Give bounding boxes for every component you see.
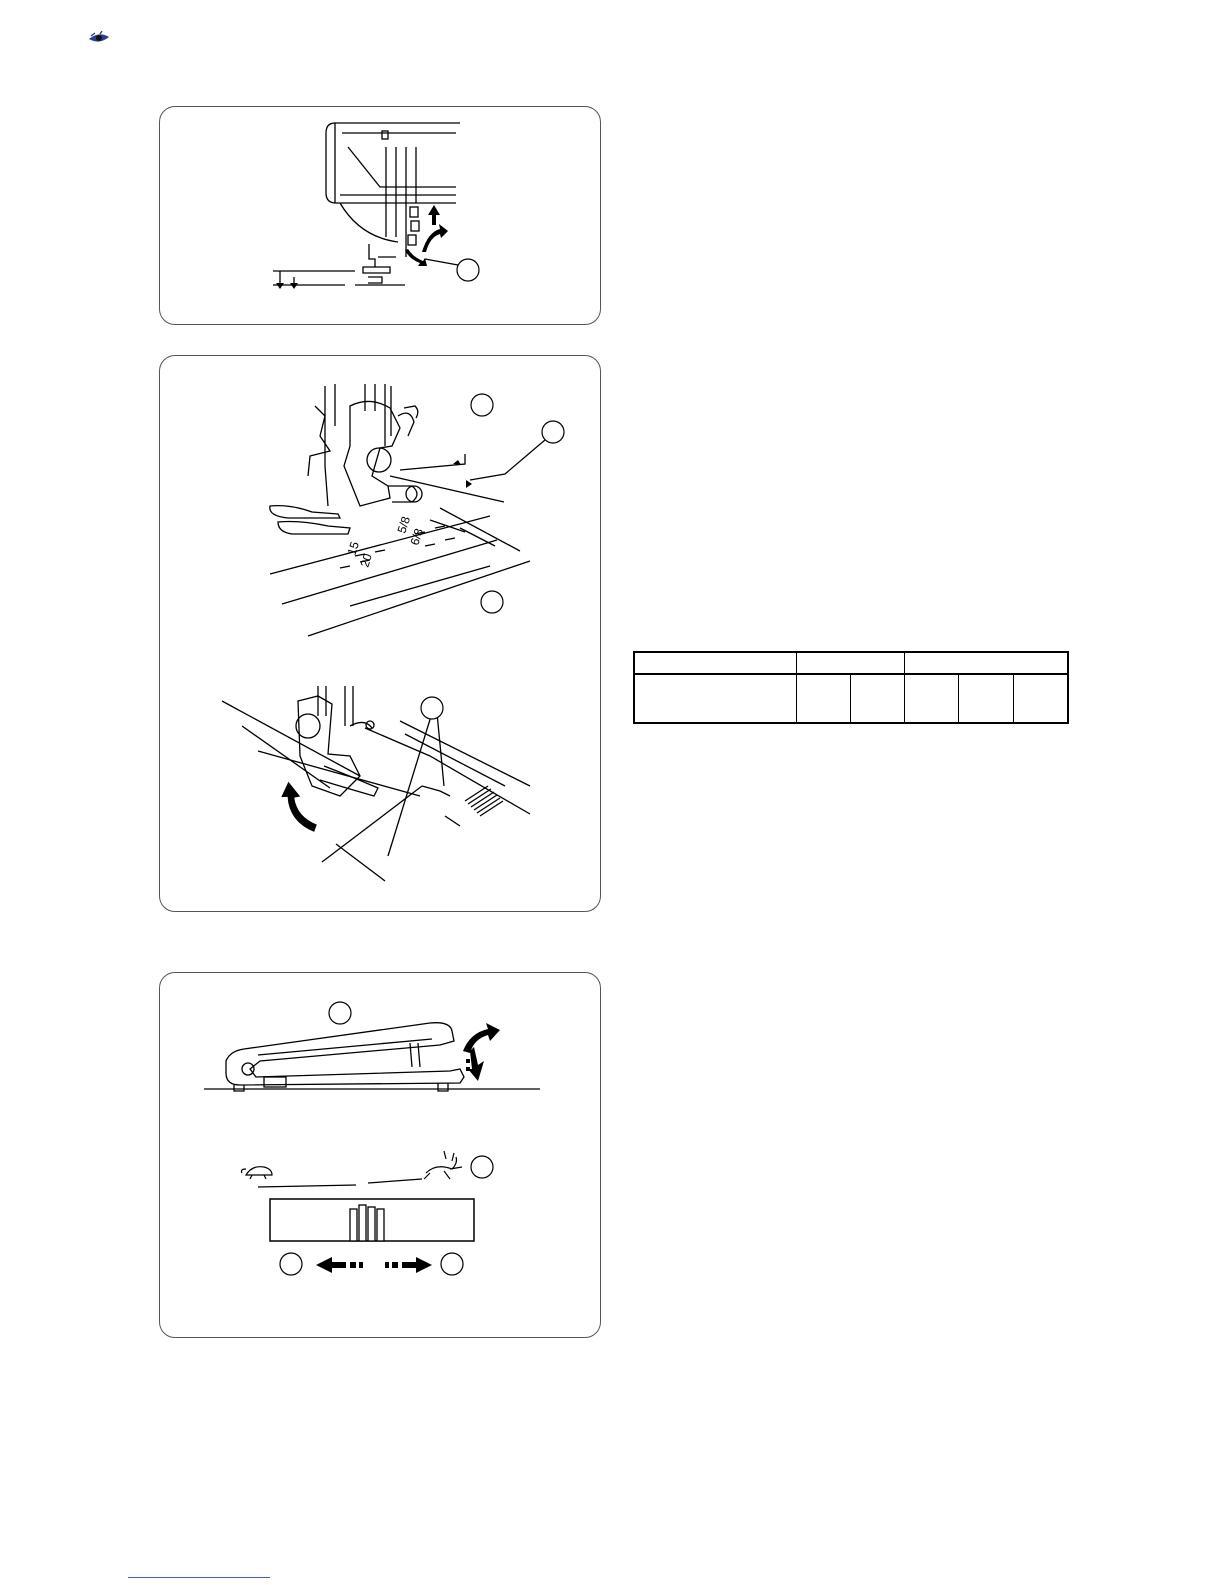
figure-seam-guide [159, 355, 601, 912]
footer-link[interactable] [128, 1577, 270, 1578]
spec-table-cell [634, 674, 796, 723]
spec-table-header-cell [796, 652, 904, 674]
callout-d [481, 591, 503, 613]
rabbit-icon [424, 1151, 462, 1179]
plate-marking-15: 15 [344, 539, 362, 557]
spec-table-cell [905, 674, 959, 723]
spec-table-header-cell [634, 652, 796, 674]
turtle-icon [242, 1167, 273, 1179]
seam-guide-illustration [160, 356, 601, 912]
figure-presser-foot-lifter [159, 106, 601, 325]
eye-logo-icon [88, 31, 110, 45]
callout-i [441, 1253, 463, 1275]
plate-marking-5-8: 5/8 [394, 514, 414, 535]
plate-marking-6-8: 6/8 [407, 526, 427, 547]
spec-table [633, 651, 1069, 724]
figure-foot-control [159, 972, 601, 1338]
spec-table-row [634, 674, 1068, 723]
spec-table-header-cell [905, 652, 1068, 674]
plate-marking-20: 20 [357, 551, 375, 569]
spec-table-cell [958, 674, 1013, 723]
spec-table-cell [796, 674, 851, 723]
callout-c [542, 421, 564, 443]
callout-a [457, 259, 479, 281]
spec-table-cell [1013, 674, 1068, 723]
callout-h [280, 1253, 302, 1275]
callout-g [471, 1156, 493, 1178]
foot-control-illustration [160, 973, 601, 1338]
presser-foot-lifter-illustration [160, 107, 601, 325]
callout-f [329, 1002, 351, 1024]
spec-table-header-row [634, 652, 1068, 674]
spec-table-cell [851, 674, 905, 723]
callout-b [471, 394, 493, 416]
callout-e [421, 697, 443, 719]
